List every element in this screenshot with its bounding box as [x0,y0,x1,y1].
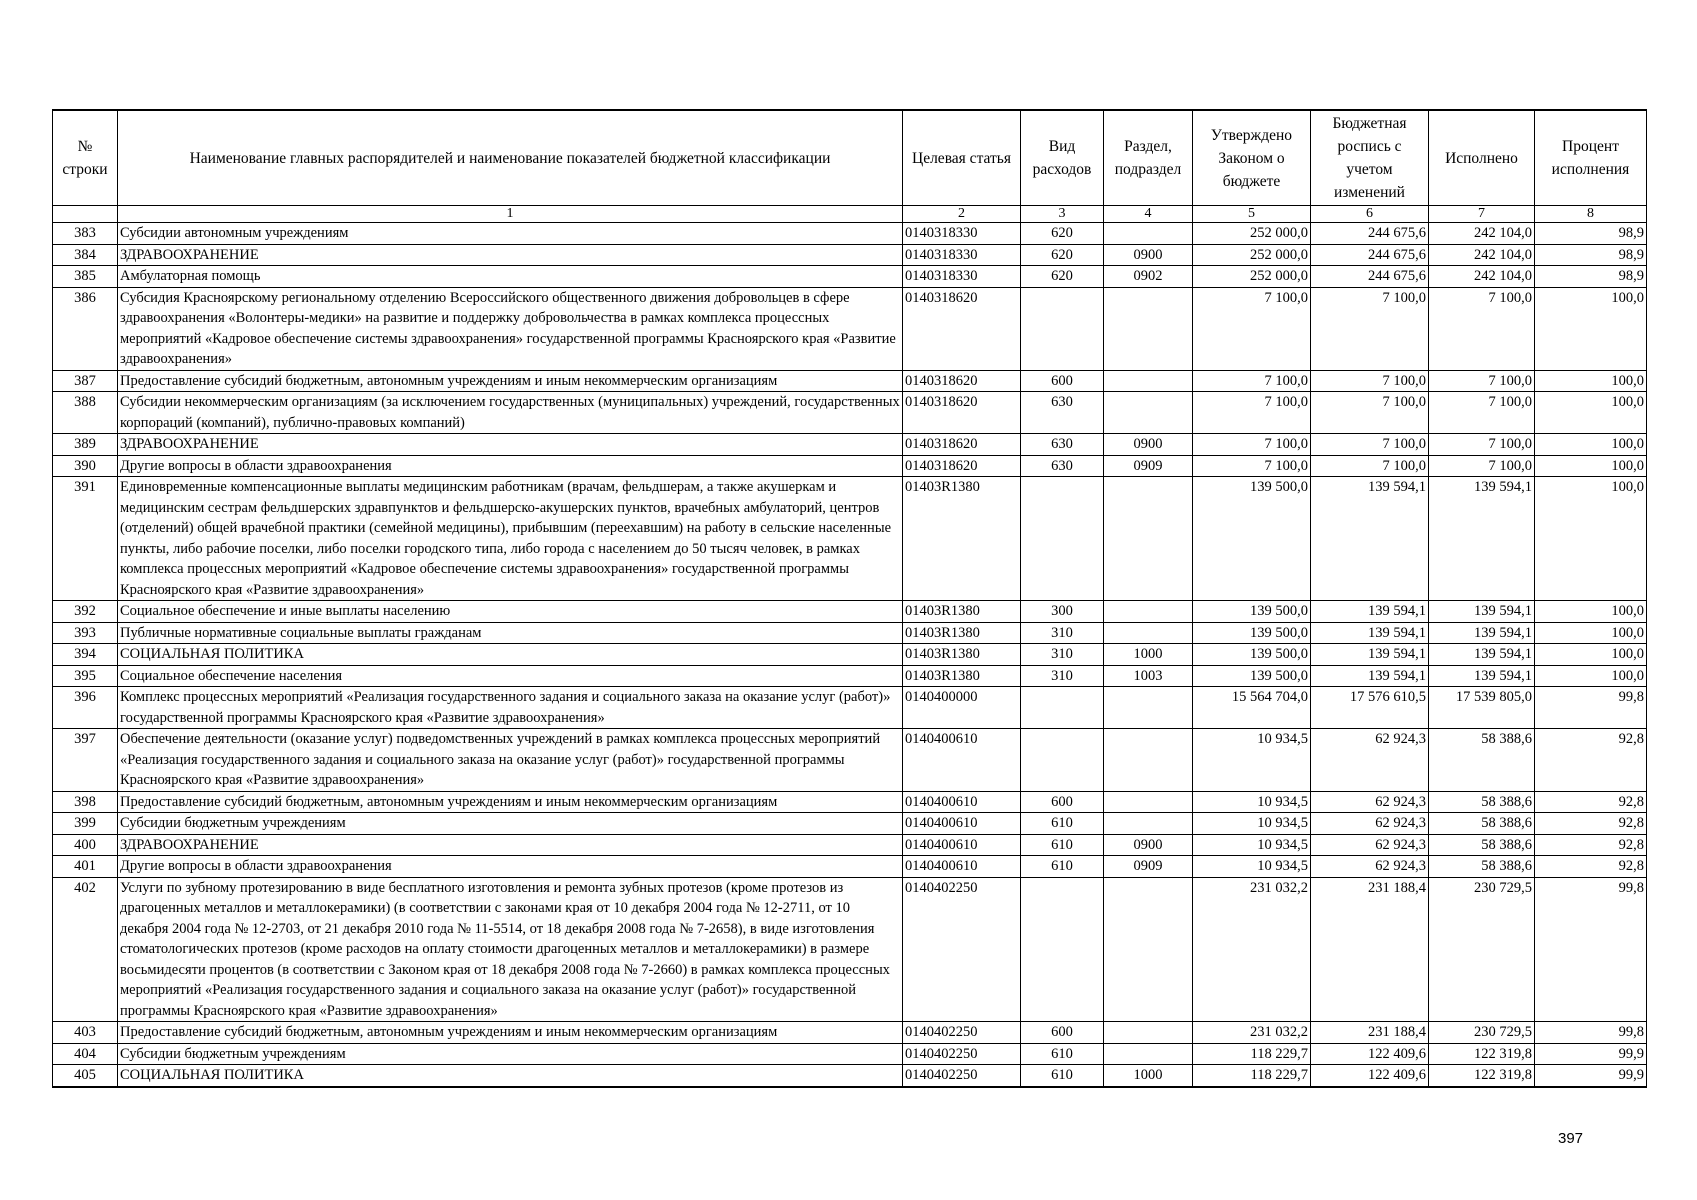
row-target-article: 0140400000 [903,687,1021,729]
table-row [53,1043,1647,1065]
row-section: 0909 [1104,856,1193,878]
row-expense-type: 610 [1021,834,1104,856]
row-name: Услуги по зубному протезированию в виде бесплатного изготовления и ремонта зубных протезов (кроме протезов из драгоценных металлов и металлокерамики) (в соответствии с законами края от 10 декабря 2004 года № 12-2711, от 10 декабря 2004 года № 12-2703, от 21 декабря 2010 года № 11-5514, от 18 декабря 2008 года № 7-2658), в виде изготовления стоматологических протезов (кроме расходов на оплату стоимости драгоценных металлов и металлокерамики) в размере восьмидесяти процентов (в соответствии с Законом края от 18 декабря 2008 года № 7-2660) в рамках комплекса процессных мероприятий «Реализация государственного задания и социального заказа на оказание услуг (работ)» государственной программы Красноярского края «Развитие здравоохранения» [118,877,903,1022]
row-approved: 15 564 704,0 [1193,687,1311,729]
row-number: 401 [53,856,118,878]
row-executed: 122 319,8 [1429,1065,1535,1087]
row-target-article: 0140318620 [903,434,1021,456]
row-budget-schedule: 7 100,0 [1311,392,1429,434]
row-section [1104,1043,1193,1065]
row-section: 0900 [1104,434,1193,456]
row-name: Публичные нормативные социальные выплаты гражданам [118,622,903,644]
row-approved: 139 500,0 [1193,622,1311,644]
table-row [53,392,1647,434]
row-executed: 7 100,0 [1429,370,1535,392]
row-number: 399 [53,813,118,835]
row-approved: 10 934,5 [1193,856,1311,878]
row-expense-type: 630 [1021,455,1104,477]
row-budget-schedule: 62 924,3 [1311,791,1429,813]
row-section: 1003 [1104,665,1193,687]
row-name: Предоставление субсидий бюджетным, автономным учреждениям и иным некоммерческим организациям [118,1022,903,1044]
row-number: 383 [53,223,118,245]
row-target-article: 01403R1380 [903,477,1021,601]
row-section [1104,392,1193,434]
row-percent: 100,0 [1535,644,1647,666]
table-row [53,856,1647,878]
row-name: ЗДРАВООХРАНЕНИЕ [118,434,903,456]
row-budget-schedule: 244 675,6 [1311,223,1429,245]
row-target-article: 0140318620 [903,455,1021,477]
row-executed: 242 104,0 [1429,244,1535,266]
row-executed: 7 100,0 [1429,434,1535,456]
row-expense-type: 310 [1021,665,1104,687]
row-approved: 10 934,5 [1193,813,1311,835]
row-number: 385 [53,266,118,288]
row-name: Обеспечение деятельности (оказание услуг) подведомственных учреждений в рамках комплекса процессных мероприятий «Реализация государственного задания и социального заказа на оказание услуг (работ)» государственной программы Красноярского края «Развитие здравоохранения» [118,729,903,792]
row-percent: 92,8 [1535,791,1647,813]
table-row [53,287,1647,370]
row-name: Предоставление субсидий бюджетным, автономным учреждениям и иным некоммерческим организациям [118,370,903,392]
row-expense-type: 300 [1021,601,1104,623]
row-target-article: 0140402250 [903,877,1021,1022]
header-budget-schedule: Бюджетная роспись с учетом изменений [1311,110,1429,206]
table-row [53,370,1647,392]
row-budget-schedule: 7 100,0 [1311,287,1429,370]
table-row [53,477,1647,601]
row-target-article: 0140318330 [903,266,1021,288]
row-expense-type: 610 [1021,813,1104,835]
row-approved: 7 100,0 [1193,434,1311,456]
row-number: 384 [53,244,118,266]
row-section [1104,1022,1193,1044]
row-section [1104,622,1193,644]
row-percent: 98,9 [1535,266,1647,288]
row-budget-schedule: 244 675,6 [1311,266,1429,288]
row-approved: 118 229,7 [1193,1043,1311,1065]
row-budget-schedule: 122 409,6 [1311,1043,1429,1065]
table-row [53,223,1647,245]
row-expense-type [1021,729,1104,792]
row-section [1104,223,1193,245]
row-number: 387 [53,370,118,392]
row-section: 0900 [1104,834,1193,856]
row-executed: 17 539 805,0 [1429,687,1535,729]
row-number: 390 [53,455,118,477]
row-target-article: 0140318620 [903,370,1021,392]
row-target-article: 0140400610 [903,791,1021,813]
row-percent: 99,8 [1535,687,1647,729]
row-budget-schedule: 62 924,3 [1311,834,1429,856]
table-row [53,622,1647,644]
row-budget-schedule: 17 576 610,5 [1311,687,1429,729]
row-executed: 139 594,1 [1429,601,1535,623]
row-approved: 231 032,2 [1193,877,1311,1022]
row-percent: 100,0 [1535,434,1647,456]
header-section: Раздел, подраздел [1104,110,1193,206]
column-number-empty [53,206,118,223]
row-name: Единовременные компенсационные выплаты медицинским работникам (врачам, фельдшерам, а также акушеркам и медицинским сестрам фельдшерских здравпунктов и фельдшерско-акушерских пунктов, врачебных амбулаторий, центров (отделений) общей врачебной практики (семейной медицины), прибывшим (переехавшим) на работу в сельские населенные пункты, либо рабочие поселки, либо поселки городского типа, либо города с населением до 50 тысяч человек, в рамках комплекса процессных мероприятий «Кадровое обеспечение системы здравоохранения» государственной программы Красноярского края «Развитие здравоохранения» [118,477,903,601]
row-approved: 7 100,0 [1193,370,1311,392]
row-section: 0902 [1104,266,1193,288]
header-executed: Исполнено [1429,110,1535,206]
header-row [53,110,1647,206]
row-budget-schedule: 7 100,0 [1311,370,1429,392]
row-name: Комплекс процессных мероприятий «Реализация государственного задания и социального заказа на оказание услуг (работ)» государственной программы Красноярского края «Развитие здравоохранения» [118,687,903,729]
row-budget-schedule: 62 924,3 [1311,856,1429,878]
row-expense-type: 610 [1021,1043,1104,1065]
row-percent: 100,0 [1535,622,1647,644]
row-section [1104,877,1193,1022]
row-budget-schedule: 139 594,1 [1311,644,1429,666]
table-row [53,813,1647,835]
row-target-article: 0140318620 [903,287,1021,370]
row-expense-type: 610 [1021,856,1104,878]
row-approved: 10 934,5 [1193,729,1311,792]
row-percent: 98,9 [1535,244,1647,266]
row-budget-schedule: 7 100,0 [1311,455,1429,477]
row-executed: 7 100,0 [1429,392,1535,434]
row-expense-type: 610 [1021,1065,1104,1087]
row-percent: 100,0 [1535,601,1647,623]
row-executed: 122 319,8 [1429,1043,1535,1065]
row-budget-schedule: 7 100,0 [1311,434,1429,456]
row-percent: 100,0 [1535,477,1647,601]
page-number: 397 [1558,1130,1584,1147]
row-executed: 58 388,6 [1429,729,1535,792]
row-percent: 100,0 [1535,665,1647,687]
table-row [53,877,1647,1022]
row-section [1104,477,1193,601]
row-budget-schedule: 139 594,1 [1311,622,1429,644]
row-percent: 99,8 [1535,1022,1647,1044]
row-target-article: 01403R1380 [903,644,1021,666]
row-executed: 139 594,1 [1429,477,1535,601]
row-approved: 231 032,2 [1193,1022,1311,1044]
row-expense-type: 600 [1021,791,1104,813]
row-budget-schedule: 244 675,6 [1311,244,1429,266]
header-name: Наименование главных распорядителей и наименование показателей бюджетной классификации [118,110,903,206]
row-number: 389 [53,434,118,456]
row-section: 0900 [1104,244,1193,266]
column-number: 6 [1311,206,1429,223]
row-approved: 252 000,0 [1193,223,1311,245]
row-number: 403 [53,1022,118,1044]
row-expense-type: 310 [1021,622,1104,644]
row-name: Другие вопросы в области здравоохранения [118,455,903,477]
row-name: Социальное обеспечение населения [118,665,903,687]
row-percent: 92,8 [1535,856,1647,878]
row-target-article: 01403R1380 [903,665,1021,687]
row-target-article: 0140318330 [903,244,1021,266]
row-target-article: 01403R1380 [903,601,1021,623]
row-percent: 92,8 [1535,834,1647,856]
row-section [1104,601,1193,623]
row-section [1104,791,1193,813]
row-budget-schedule: 62 924,3 [1311,729,1429,792]
row-executed: 242 104,0 [1429,223,1535,245]
row-number: 396 [53,687,118,729]
header-approved: Утверждено Законом о бюджете [1193,110,1311,206]
row-budget-schedule: 139 594,1 [1311,665,1429,687]
column-number-row [53,206,1647,223]
row-percent: 100,0 [1535,370,1647,392]
row-expense-type: 600 [1021,1022,1104,1044]
row-percent: 100,0 [1535,455,1647,477]
row-approved: 7 100,0 [1193,392,1311,434]
column-number: 5 [1193,206,1311,223]
table-row [53,244,1647,266]
row-executed: 139 594,1 [1429,665,1535,687]
row-number: 400 [53,834,118,856]
row-percent: 92,8 [1535,813,1647,835]
column-number: 4 [1104,206,1193,223]
table-row [53,1022,1647,1044]
row-number: 404 [53,1043,118,1065]
row-name: Социальное обеспечение и иные выплаты населению [118,601,903,623]
header-percent: Процент исполнения [1535,110,1647,206]
row-executed: 7 100,0 [1429,455,1535,477]
row-executed: 7 100,0 [1429,287,1535,370]
row-target-article: 0140402250 [903,1065,1021,1087]
row-target-article: 0140400610 [903,813,1021,835]
row-approved: 139 500,0 [1193,477,1311,601]
column-number: 3 [1021,206,1104,223]
table-row [53,687,1647,729]
header-row-number: № строки [53,110,118,206]
table-row [53,1065,1647,1087]
row-name: ЗДРАВООХРАНЕНИЕ [118,244,903,266]
row-executed: 230 729,5 [1429,877,1535,1022]
row-number: 391 [53,477,118,601]
row-percent: 98,9 [1535,223,1647,245]
table-row [53,665,1647,687]
row-approved: 7 100,0 [1193,287,1311,370]
column-number: 7 [1429,206,1535,223]
row-approved: 139 500,0 [1193,601,1311,623]
row-executed: 58 388,6 [1429,834,1535,856]
row-name: Амбулаторная помощь [118,266,903,288]
table-row [53,601,1647,623]
row-number: 394 [53,644,118,666]
row-section [1104,813,1193,835]
row-budget-schedule: 122 409,6 [1311,1065,1429,1087]
row-executed: 230 729,5 [1429,1022,1535,1044]
row-name: Другие вопросы в области здравоохранения [118,856,903,878]
row-target-article: 0140400610 [903,729,1021,792]
column-number: 8 [1535,206,1647,223]
row-percent: 100,0 [1535,392,1647,434]
row-budget-schedule: 139 594,1 [1311,601,1429,623]
row-expense-type: 310 [1021,644,1104,666]
row-name: СОЦИАЛЬНАЯ ПОЛИТИКА [118,644,903,666]
table-row [53,266,1647,288]
row-name: Субсидии бюджетным учреждениям [118,1043,903,1065]
row-budget-schedule: 139 594,1 [1311,477,1429,601]
header-target-article: Целевая статья [903,110,1021,206]
row-expense-type: 630 [1021,434,1104,456]
column-number: 2 [903,206,1021,223]
row-approved: 118 229,7 [1193,1065,1311,1087]
row-section: 1000 [1104,1065,1193,1087]
row-expense-type: 620 [1021,266,1104,288]
row-approved: 252 000,0 [1193,244,1311,266]
row-number: 405 [53,1065,118,1087]
row-name: Субсидии автономным учреждениям [118,223,903,245]
row-executed: 139 594,1 [1429,644,1535,666]
row-budget-schedule: 231 188,4 [1311,877,1429,1022]
row-name: Субсидия Красноярскому региональному отделению Всероссийского общественного движения добровольцев в сфере здравоохранения «Волонтеры-медики» на развитие и поддержку добровольчества в рамках комплекса процессных мероприятий «Кадровое обеспечение системы здравоохранения» государственной программы Красноярского края «Развитие здравоохранения» [118,287,903,370]
row-number: 386 [53,287,118,370]
row-approved: 10 934,5 [1193,791,1311,813]
row-expense-type: 600 [1021,370,1104,392]
table-row [53,791,1647,813]
row-target-article: 0140400610 [903,856,1021,878]
table-row [53,729,1647,792]
row-number: 398 [53,791,118,813]
row-number: 397 [53,729,118,792]
row-percent: 92,8 [1535,729,1647,792]
row-number: 388 [53,392,118,434]
budget-execution-table [52,109,1647,1088]
row-approved: 139 500,0 [1193,665,1311,687]
row-budget-schedule: 62 924,3 [1311,813,1429,835]
row-budget-schedule: 231 188,4 [1311,1022,1429,1044]
table-row [53,834,1647,856]
row-section [1104,687,1193,729]
row-executed: 242 104,0 [1429,266,1535,288]
row-target-article: 0140402250 [903,1022,1021,1044]
row-target-article: 0140318620 [903,392,1021,434]
table-row [53,434,1647,456]
row-expense-type: 620 [1021,223,1104,245]
row-target-article: 01403R1380 [903,622,1021,644]
row-section [1104,287,1193,370]
row-name: Субсидии бюджетным учреждениям [118,813,903,835]
row-number: 395 [53,665,118,687]
row-name: СОЦИАЛЬНАЯ ПОЛИТИКА [118,1065,903,1087]
row-approved: 252 000,0 [1193,266,1311,288]
table-row [53,455,1647,477]
row-percent: 99,9 [1535,1065,1647,1087]
row-target-article: 0140400610 [903,834,1021,856]
table-row [53,644,1647,666]
row-executed: 58 388,6 [1429,791,1535,813]
row-section: 1000 [1104,644,1193,666]
row-section [1104,370,1193,392]
row-executed: 58 388,6 [1429,813,1535,835]
row-approved: 7 100,0 [1193,455,1311,477]
row-expense-type [1021,687,1104,729]
row-name: Предоставление субсидий бюджетным, автономным учреждениям и иным некоммерческим организациям [118,791,903,813]
row-expense-type [1021,877,1104,1022]
row-section: 0909 [1104,455,1193,477]
row-percent: 99,8 [1535,877,1647,1022]
row-approved: 139 500,0 [1193,644,1311,666]
row-expense-type: 620 [1021,244,1104,266]
table-body [53,223,1647,1087]
row-section [1104,729,1193,792]
row-number: 392 [53,601,118,623]
row-approved: 10 934,5 [1193,834,1311,856]
row-percent: 100,0 [1535,287,1647,370]
row-number: 393 [53,622,118,644]
row-expense-type [1021,477,1104,601]
row-expense-type: 630 [1021,392,1104,434]
row-percent: 99,9 [1535,1043,1647,1065]
row-target-article: 0140318330 [903,223,1021,245]
row-expense-type [1021,287,1104,370]
header-expense-type: Вид расходов [1021,110,1104,206]
row-name: ЗДРАВООХРАНЕНИЕ [118,834,903,856]
row-name: Субсидии некоммерческим организациям (за исключением государственных (муниципальных) учреждений, государственных корпораций (компаний), публично-правовых компаний) [118,392,903,434]
row-executed: 58 388,6 [1429,856,1535,878]
row-number: 402 [53,877,118,1022]
row-target-article: 0140402250 [903,1043,1021,1065]
column-number: 1 [118,206,903,223]
row-executed: 139 594,1 [1429,622,1535,644]
